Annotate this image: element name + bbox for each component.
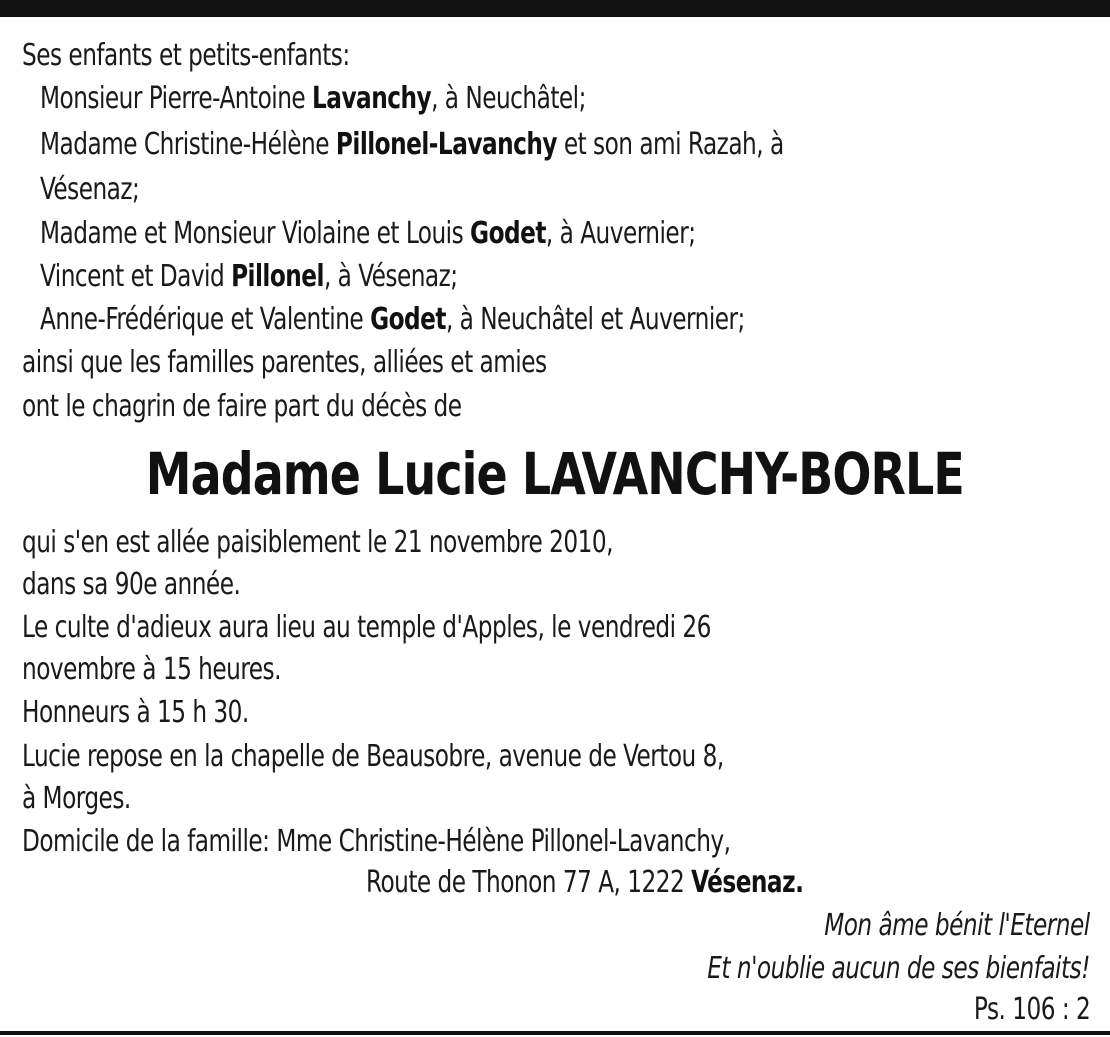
- family-line-4: Madame et Monsieur Violaine et Louis Godet, à Auvernier;: [40, 216, 696, 251]
- detail-line-8: Domicile de la famille: Mme Christine-Hélène Pillonel-Lavanchy,: [22, 824, 731, 859]
- verse-line-2: Et n'oublie aucun de ses bienfaits!: [707, 951, 1090, 986]
- bottom-rule: [0, 1031, 1110, 1035]
- family-line-1: Monsieur Pierre-Antoine Lavanchy, à Neuchâtel;: [40, 81, 586, 116]
- family-line-6: Anne-Frédérique et Valentine Godet, à Neuchâtel et Auvernier;: [40, 302, 745, 337]
- family-line-5: Vincent et David Pillonel, à Vésenaz;: [40, 259, 458, 294]
- intro-line: Ses enfants et petits-enfants:: [22, 38, 350, 73]
- relatives-line: ainsi que les familles parentes, alliées et amies: [22, 345, 547, 380]
- deceased-name: Madame Lucie LAVANCHY-BORLE: [145, 440, 965, 508]
- detail-line-1: qui s'en est allée paisiblement le 21 novembre 2010,: [22, 525, 614, 560]
- top-rule: [0, 0, 1110, 17]
- announce-line: ont le chagrin de faire part du décès de: [22, 389, 462, 424]
- address-line: Route de Thonon 77 A, 1222 Vésenaz.: [366, 865, 804, 900]
- detail-line-3: Le culte d'adieux aura lieu au temple d'Apples, le vendredi 26: [22, 610, 711, 645]
- detail-line-2: dans sa 90e année.: [22, 567, 241, 602]
- detail-line-6: Lucie repose en la chapelle de Beausobre, avenue de Vertou 8,: [22, 739, 724, 774]
- detail-line-4: novembre à 15 heures.: [22, 652, 281, 687]
- family-line-3: Vésenaz;: [40, 172, 140, 207]
- family-line-2: Madame Christine-Hélène Pillonel-Lavanchy et son ami Razah, à: [40, 127, 784, 162]
- detail-line-5: Honneurs à 15 h 30.: [22, 695, 249, 730]
- verse-line-1: Mon âme bénit l'Eternel: [824, 908, 1090, 943]
- detail-line-7: à Morges.: [22, 781, 131, 816]
- verse-reference: Ps. 106 : 2: [973, 992, 1090, 1027]
